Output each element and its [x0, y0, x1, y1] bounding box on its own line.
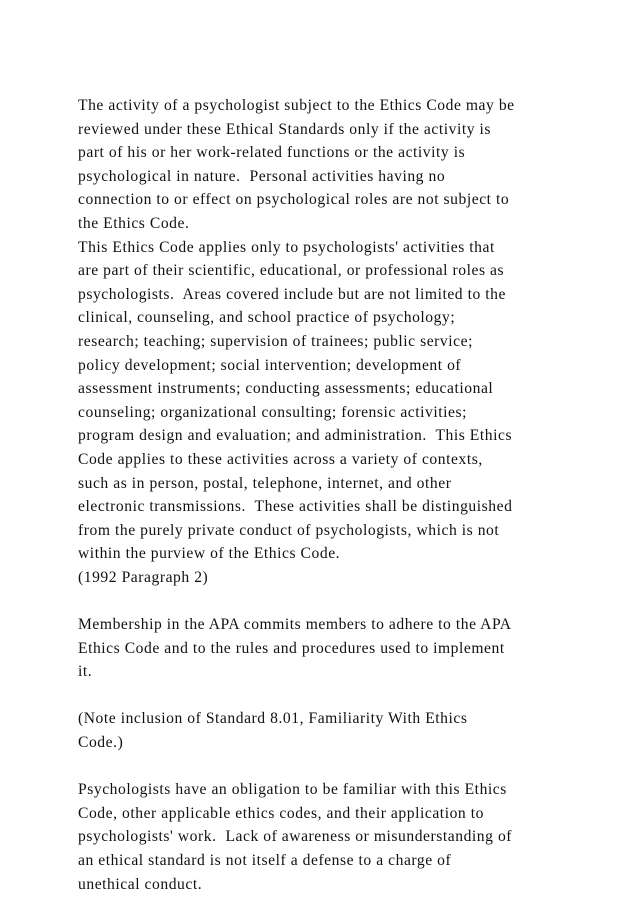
blank-line	[78, 755, 578, 779]
text-line: reviewed under these Ethical Standards only if the activity is	[78, 120, 492, 138]
text-line: within the purview of the Ethics Code.	[78, 545, 341, 563]
text-line: psychologists' work. Lack of awareness or misunderstanding of	[78, 828, 513, 846]
text-line: unethical conduct.	[78, 875, 203, 893]
text-line: from the purely private conduct of psychologists, which is not	[78, 521, 500, 539]
text-line: psychological in nature. Personal activities having no	[78, 167, 446, 185]
blank-line	[78, 684, 578, 708]
text-line: Code applies to these activities across a variety of contexts,	[78, 450, 483, 468]
text-line: psychologists. Areas covered include but are not limited to the	[78, 285, 506, 303]
text-line: Ethics Code and to the rules and procedures used to implement	[78, 639, 505, 657]
text-line: Code.)	[78, 734, 124, 752]
text-line: program design and evaluation; and administration. This Ethics	[78, 427, 513, 445]
text-line: clinical, counseling, and school practice of psychology;	[78, 309, 456, 327]
text-line: The activity of a psychologist subject to the Ethics Code may be	[78, 97, 515, 114]
text-line: Psychologists have an obligation to be familiar with this Ethics	[78, 781, 507, 799]
text-line: an ethical standard is not itself a defense to a charge of	[78, 852, 452, 869]
text-line: Code, other applicable ethics codes, and their application to	[78, 804, 484, 822]
text-line: assessment instruments; conducting assessments; educational	[78, 380, 494, 398]
text-line: (Note inclusion of Standard 8.01, Familiarity With Ethics	[78, 710, 468, 728]
text-line: connection to or effect on psychological roles are not subject to	[78, 191, 510, 209]
text-line: research; teaching; supervision of trainees; public service;	[78, 332, 473, 350]
text-line: the Ethics Code.	[78, 214, 190, 232]
text-line: are part of their scientific, educational, or professional roles as	[78, 262, 505, 280]
text-line: policy development; social intervention; development of	[78, 356, 462, 374]
text-line: such as in person, postal, telephone, internet, and other	[78, 474, 452, 492]
document-text	[78, 94, 578, 896]
text-line: (1992 Paragraph 2)	[78, 568, 209, 586]
text-line: part of his or her work-related functions or the activity is	[78, 144, 466, 162]
blank-line	[78, 589, 578, 613]
text-line: This Ethics Code applies only to psychologists' activities that	[78, 238, 495, 256]
text-line: it.	[78, 663, 93, 681]
text-line: Membership in the APA commits members to adhere to the APA	[78, 616, 512, 634]
text-line: counseling; organizational consulting; forensic activities;	[78, 403, 467, 421]
text-line: electronic transmissions. These activities shall be distinguished	[78, 498, 513, 516]
